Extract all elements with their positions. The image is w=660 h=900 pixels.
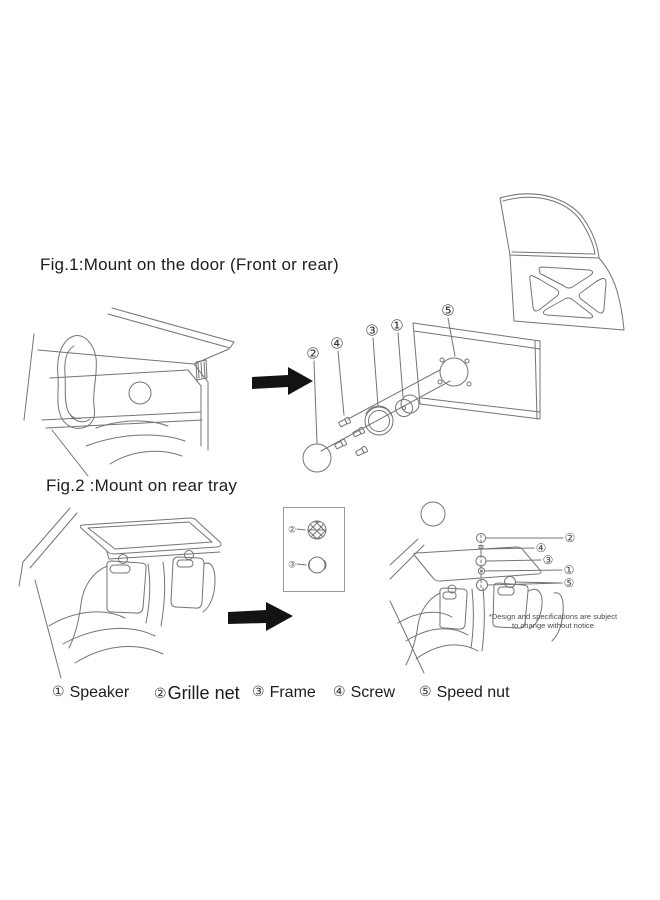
legend-num-4: ④	[333, 683, 346, 699]
legend-label-speaker: Speaker	[69, 684, 130, 701]
legend-item-speed-nut	[419, 683, 510, 702]
arrow-right-icon	[228, 600, 294, 636]
fig2-title: Fig.2 :Mount on rear tray	[46, 476, 238, 495]
fig1-callout-1: ①	[390, 317, 404, 335]
legend-label-grille-net: Grille net	[167, 683, 240, 703]
fig1-callout-3: ③	[365, 322, 379, 340]
fig1-callout-2: ②	[306, 345, 320, 363]
fig2-exploded-view-drawing	[388, 493, 656, 703]
legend-label-screw: Screw	[350, 684, 396, 701]
inset-callout-frame: ③	[287, 559, 297, 570]
fig2-rear-tray-drawing	[13, 498, 241, 688]
disclaimer-line2: to change without notice	[512, 621, 594, 630]
legend-item-speaker	[52, 683, 129, 702]
legend-item-grille-net	[154, 683, 240, 704]
part-detail-drawing	[284, 508, 344, 591]
disclaimer-note	[477, 612, 629, 630]
parts-legend	[0, 683, 660, 705]
fig1-callout-5: ⑤	[441, 302, 455, 320]
fig2-callout-3: ③	[542, 553, 554, 567]
fig1-exploded-view-drawing	[288, 293, 556, 485]
fig2-callout-2: ②	[564, 531, 576, 545]
legend-num-5: ⑤	[419, 683, 432, 699]
fig2-callout-5: ⑤	[563, 576, 575, 590]
part-detail-inset	[283, 507, 345, 592]
fig1-title: Fig.1:Mount on the door (Front or rear)	[40, 255, 339, 274]
legend-label-frame: Frame	[269, 684, 316, 701]
legend-item-frame	[252, 683, 316, 702]
legend-num-2: ②	[154, 685, 167, 701]
fig1-callout-4: ④	[330, 335, 344, 353]
disclaimer-line1: *Design and specifications are subject	[488, 612, 618, 621]
legend-num-3: ③	[252, 683, 265, 699]
legend-num-1: ①	[52, 683, 65, 699]
legend-label-speed-nut: Speed nut	[436, 684, 510, 701]
fig1-door-interior-drawing	[22, 298, 242, 478]
fig2-callout-4: ④	[535, 541, 547, 555]
inset-callout-grille: ②	[287, 524, 297, 535]
fig2-callout-1: ①	[563, 563, 575, 577]
legend-item-screw	[333, 683, 395, 702]
